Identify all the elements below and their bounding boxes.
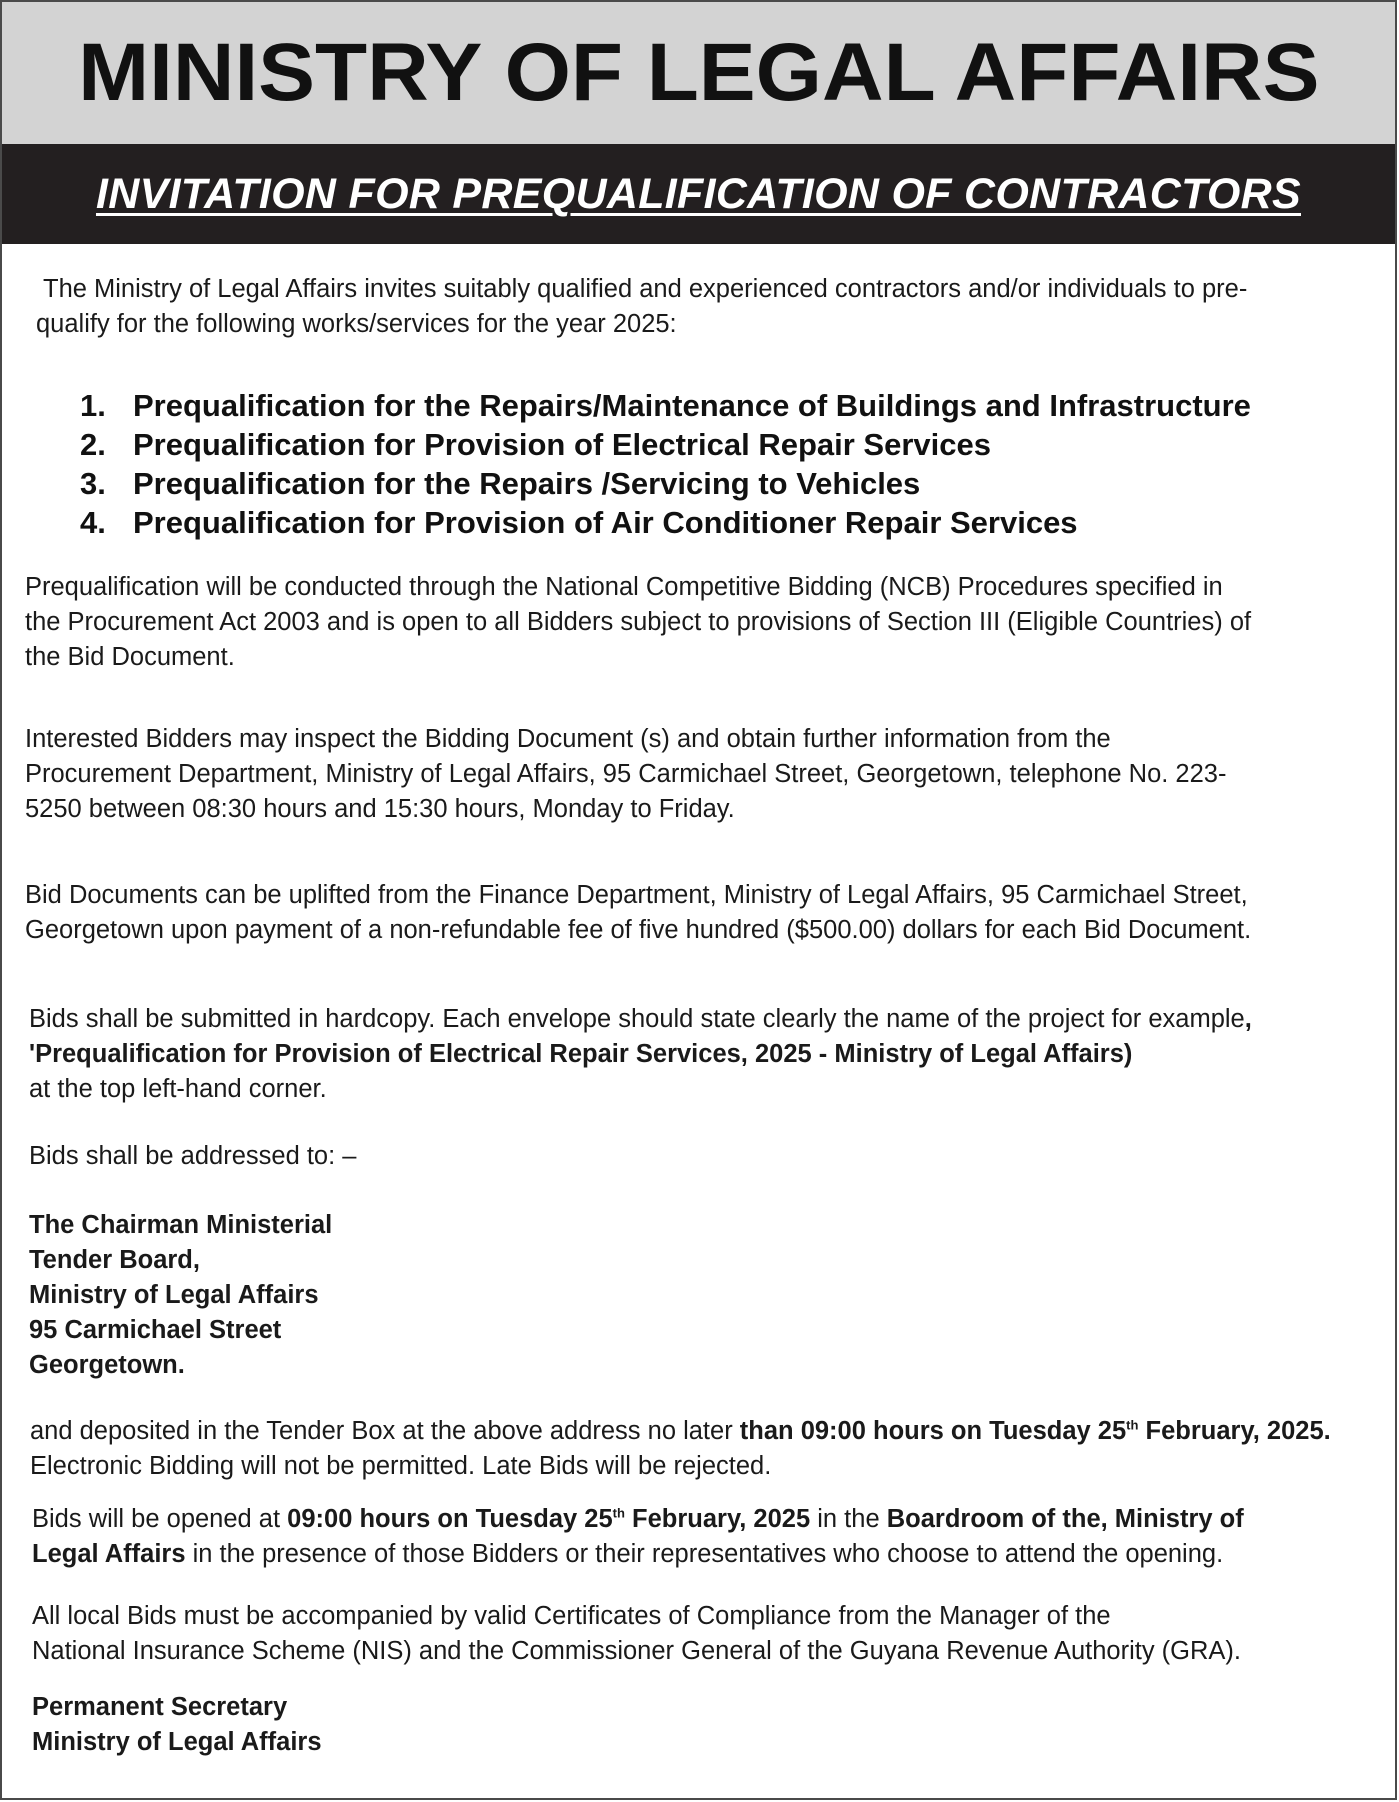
subtitle-band [2, 144, 1395, 244]
ministry-title: MINISTRY OF LEGAL AFFAIRS [77, 27, 1320, 118]
ncb-paragraph: Prequalification will be conducted through the National Competitive Bidding (NCB) Procedures specified in the Procurement Act 2003 and is open to all Bidders subject to provisions of Section III (Eligible Countries) of the Bid Document. [25, 573, 1252, 671]
signature-block: Permanent Secretary Ministry of Legal Affairs [32, 1693, 322, 1756]
deposit-paragraph: and deposited in the Tender Box at the above address no later than 09:00 hours on Tuesday 25th February, 2025. Electronic Bidding will not be permitted. Late Bids will be rejected. [30, 1417, 1331, 1480]
address-block: The Chairman Ministerial Tender Board, Ministry of Legal Affairs 95 Carmichael Street Georgetown. [29, 1211, 333, 1379]
invitation-subtitle: INVITATION FOR PREQUALIFICATION OF CONTRACTORS [95, 169, 1301, 218]
list-item: 3. Prequalification for the Repairs /Servicing to Vehicles [80, 466, 921, 501]
list-item: 4. Prequalification for Provision of Air Conditioner Repair Services [80, 505, 1078, 540]
uplift-paragraph: Bid Documents can be uplifted from the Finance Department, Ministry of Legal Affairs, 95 Carmichael Street, Georgetown upon payment of a non-refundable fee of five hundred ($500.00) dollars for each Bid Document. [25, 881, 1252, 944]
addressed-to: Bids shall be addressed to: – [29, 1142, 357, 1170]
inspect-paragraph: Interested Bidders may inspect the Bidding Document (s) and obtain further information from the Procurement Department, Ministry of Legal Affairs, 95 Carmichael Street, Georgetown, telephone No. 223- 5250 between 08:30 hours and 15:30 hours, Monday to Friday. [25, 725, 1227, 823]
intro-line-2: qualify for the following works/services for the year 2025: [36, 310, 677, 338]
submit-paragraph: Bids shall be submitted in hardcopy. Each envelope should state clearly the name of the project for example, 'Prequalification for Provision of Electrical Repair Services, 2025 - Ministry of Legal Affairs) at the top left-hand corner. [29, 1005, 1252, 1103]
list-item: 1. Prequalification for the Repairs/Maintenance of Buildings and Infrastructure [80, 388, 1251, 423]
title-band [2, 2, 1395, 144]
services-list [80, 386, 1251, 542]
intro-line-1: The Ministry of Legal Affairs invites suitably qualified and experienced contractors and/or individuals to pre- [43, 275, 1248, 303]
opening-paragraph: Bids will be opened at 09:00 hours on Tuesday 25th February, 2025 in the Boardroom of the, Ministry of Legal Affairs in the presence of those Bidders or their representatives who choose to attend the opening. [32, 1505, 1244, 1568]
list-item: 2. Prequalification for Provision of Electrical Repair Services [80, 427, 991, 462]
compliance-paragraph: All local Bids must be accompanied by valid Certificates of Compliance from the Manager of the National Insurance Scheme (NIS) and the Commissioner General of the Guyana Revenue Authority (GRA). [32, 1602, 1241, 1665]
